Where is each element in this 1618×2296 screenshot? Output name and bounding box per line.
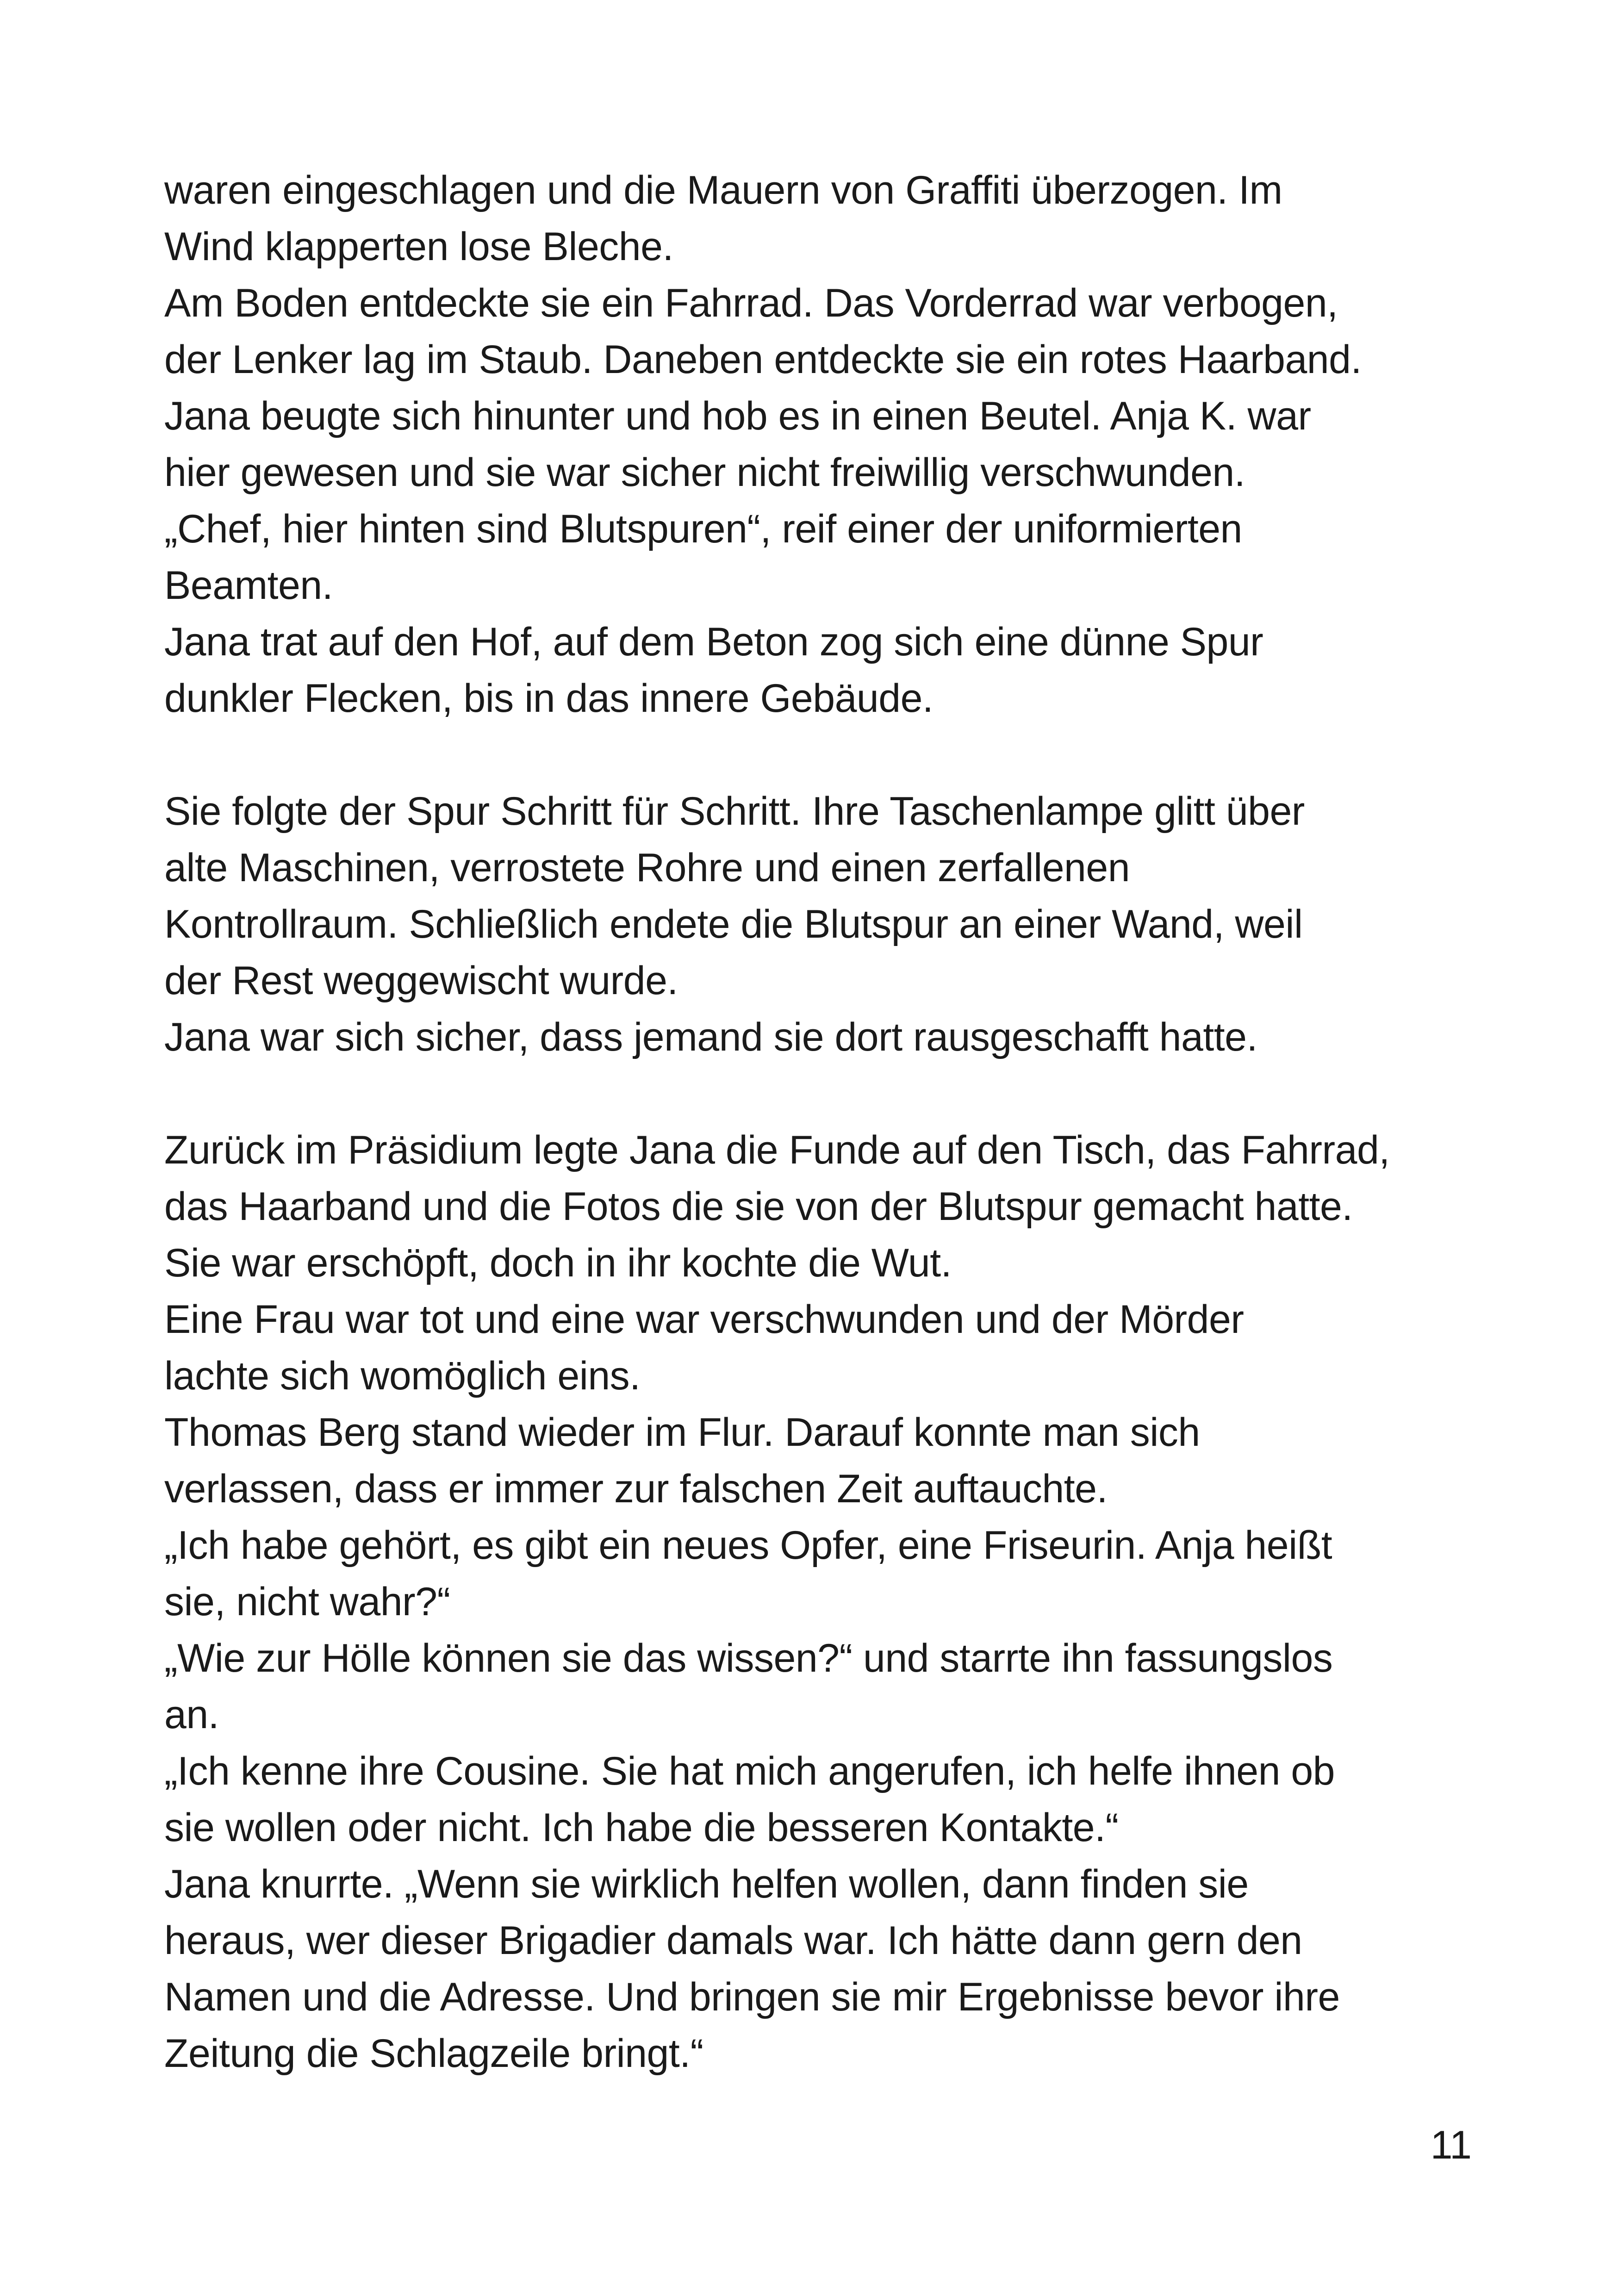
text-line: verlassen, dass er immer zur falschen Zeit auftauchte. <box>164 1467 1108 1511</box>
text-line: Zurück im Präsidium legte Jana die Funde auf den Tisch, das Fahrrad, <box>164 1128 1390 1172</box>
text-line: Eine Frau war tot und eine war verschwunden und der Mörder <box>164 1297 1244 1342</box>
text-line: der Rest weggewischt wurde. <box>164 958 678 1003</box>
text-line: an. <box>164 1692 219 1737</box>
text-line: Namen und die Adresse. Und bringen sie mir Ergebnisse bevor ihre <box>164 1975 1340 2019</box>
text-line: Wind klapperten lose Bleche. <box>164 224 673 269</box>
text-line: dunkler Flecken, bis in das innere Gebäude. <box>164 676 933 721</box>
text-line: „Wie zur Hölle können sie das wissen?“ und starrte ihn fassungslos <box>164 1636 1333 1680</box>
text-line: Jana trat auf den Hof, auf dem Beton zog sich eine dünne Spur <box>164 620 1263 664</box>
text-line: der Lenker lag im Staub. Daneben entdeckte sie ein rotes Haarband. <box>164 337 1362 382</box>
text-line: alte Maschinen, verrostete Rohre und einen zerfallenen <box>164 846 1130 890</box>
text-line: Sie war erschöpft, doch in ihr kochte die Wut. <box>164 1241 952 1285</box>
text-line: heraus, wer dieser Brigadier damals war. Ich hätte dann gern den <box>164 1918 1302 1963</box>
text-line: hier gewesen und sie war sicher nicht freiwillig verschwunden. <box>164 450 1245 495</box>
text-line: „Ich kenne ihre Cousine. Sie hat mich angerufen, ich helfe ihnen ob <box>164 1749 1335 1793</box>
text-line: Thomas Berg stand wieder im Flur. Darauf konnte man sich <box>164 1410 1200 1455</box>
text-line: sie wollen oder nicht. Ich habe die besseren Kontakte.“ <box>164 1805 1119 1850</box>
text-line: waren eingeschlagen und die Mauern von Graffiti überzogen. Im <box>164 168 1282 212</box>
page-number: 11 <box>1430 2123 1472 2167</box>
text-line: lachte sich womöglich eins. <box>164 1354 641 1398</box>
text-line: Am Boden entdeckte sie ein Fahrrad. Das Vorderrad war verbogen, <box>164 281 1338 325</box>
text-line: „Ich habe gehört, es gibt ein neues Opfer, eine Friseurin. Anja heißt <box>164 1523 1332 1568</box>
text-line: Jana beugte sich hinunter und hob es in einen Beutel. Anja K. war <box>164 394 1311 438</box>
text-line: Jana war sich sicher, dass jemand sie dort rausgeschafft hatte. <box>164 1015 1257 1059</box>
paragraph-break <box>164 1065 1483 1122</box>
text-line: sie, nicht wahr?“ <box>164 1580 450 1624</box>
text-line: Sie folgte der Spur Schritt für Schritt. Ihre Taschenlampe glitt über <box>164 789 1305 834</box>
text-line: das Haarband und die Fotos die sie von der Blutspur gemacht hatte. <box>164 1184 1353 1229</box>
paragraph-break <box>164 727 1483 783</box>
text-line: Beamten. <box>164 563 333 608</box>
body-text <box>164 162 1483 2082</box>
text-line: Jana knurrte. „Wenn sie wirklich helfen wollen, dann finden sie <box>164 1862 1249 1906</box>
text-line: Zeitung die Schlagzeile bringt.“ <box>164 2031 703 2076</box>
text-line: „Chef, hier hinten sind Blutspuren“, reif einer der uniformierten <box>164 507 1242 551</box>
text-line: Kontrollraum. Schließlich endete die Blutspur an einer Wand, weil <box>164 902 1303 946</box>
